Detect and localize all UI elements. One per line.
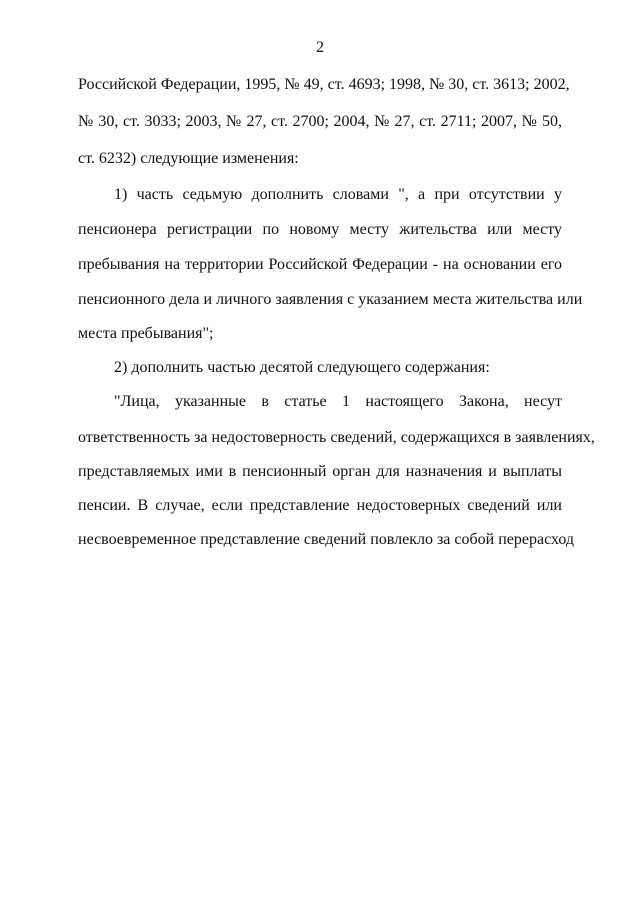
text-line: № 30, ст. 3033; 2003, № 27, ст. 2700; 2004, № 27, ст. 2711; 2007, № 50, [78,113,562,130]
page-number: 2 [316,39,324,56]
text-line: пенсионного дела и личного заявления с указанием места жительства или [78,291,583,308]
text-line: пребывания на территории Российской Федерации - на основании его [78,256,562,273]
text-line: "Лица, указанные в статье 1 настоящего Закона, несут [114,393,562,410]
text-line: места пребывания"; [78,325,214,342]
text-line: представляемых ими в пенсионный орган для назначения и выплаты [78,463,562,480]
text-line: пенсионера регистрации по новому месту жительства или месту [78,221,562,238]
text-line: 1) часть седьмую дополнить словами ", а при отсутствии у [114,186,562,203]
text-line: Российской Федерации, 1995, № 49, ст. 4693; 1998, № 30, ст. 3613; 2002, [78,76,570,93]
text-line: несвоевременное представление сведений повлекло за собой перерасход [78,531,575,548]
text-line: пенсии. В случае, если представление недостоверных сведений или [78,497,562,514]
text-line: ответственность за недостоверность сведений, содержащихся в заявлениях, [78,429,595,446]
text-line: 2) дополнить частью десятой следующего содержания: [114,359,490,376]
text-line: ст. 6232) следующие изменения: [78,150,299,167]
